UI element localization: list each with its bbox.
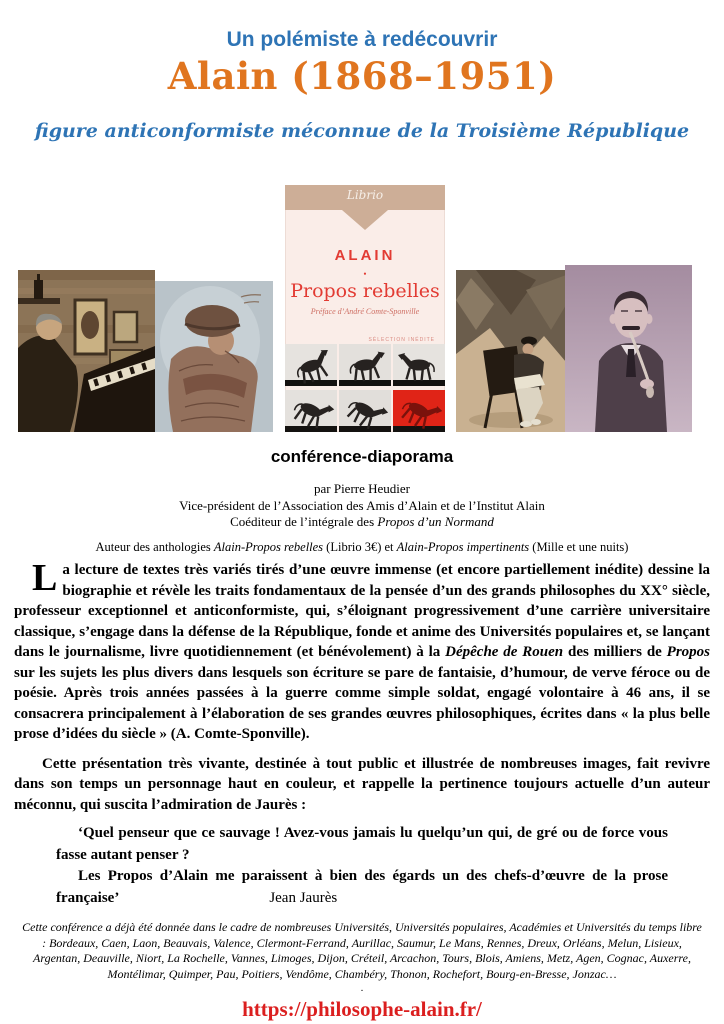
photo-alain-soldier-sketch bbox=[155, 281, 273, 432]
quote-line-1: ‘Quel penseur que ce sauvage ! Avez-vous jamais lu quelqu’un qui, de gré ou de force vous fasse autant penser ? bbox=[56, 825, 668, 863]
book-preface: Préface d’André Comte-Sponville bbox=[310, 307, 420, 316]
muybridge-frame bbox=[285, 344, 337, 386]
conference-heading: conférence-diaporama bbox=[270, 447, 454, 466]
book-cover-propos-rebelles bbox=[285, 185, 445, 432]
book-band-notch bbox=[342, 210, 388, 230]
soldier-helmet bbox=[185, 305, 239, 337]
book-separator-dot: • bbox=[363, 269, 367, 279]
book-selection-label: SÉLECTION INÉDITE bbox=[368, 337, 435, 343]
page-subtitle: figure anticonformiste méconnue de la Troisième République bbox=[34, 120, 690, 142]
quote-line-2-text: Les Propos d’Alain me paraissent à bien des égards un des chefs-d’œuvre de la prose française’ bbox=[56, 868, 668, 906]
kicker-text: Un polémiste à redécouvrir bbox=[226, 28, 498, 51]
main-paragraph-1-text: a lecture de textes très variés tirés d’une œuvre immense (et encore partiellement inédite) dessine la biographie et révèle les traits fondamentaux de la pensée d’un des grands philosophes du XX° siècle, professeur exceptionnel et anticonformiste, qui, s’éloignant progressivement d’une carrière universitaire classique, s’engage dans la défense de la République, fonde et anime des Universités populaires et, se lançant dans le journalisme, livre quotidiennement (et bénévolement) à la Dépêche de Rouen des milliers de Propos sur les sujets les plus divers dans lesquels son écriture se pare de fantaisie, d’humour, de verve féroce ou de poésie. Après trois années passées à la guerre comme simple soldat, engagé volontaire à 46 ans, il se consacrera principalement à l’élaboration de ses grandes œuvres philosophiques, écrites dans « la plus belle prose d’idées du siècle » (A. Comte-Sponville). bbox=[14, 562, 711, 742]
speaker-line: par Pierre Heudier bbox=[313, 481, 410, 496]
jaures-quote bbox=[56, 823, 668, 909]
photo-alain-easel bbox=[456, 270, 566, 432]
quote-attribution: Jean Jaurès bbox=[269, 889, 338, 906]
muybridge-frame-red bbox=[393, 390, 445, 432]
book-title: Propos rebelles bbox=[290, 280, 440, 302]
main-paragraph-2: Cette présentation très vivante, destinée à tout public et illustrée de nombreuses images, fait revivre dans son temps un personnage haut en couleur, et rappelle la pertinence toujours actuelle d’un auteur méconnu, qui suscita l’admiration de Jaurès : bbox=[14, 755, 710, 813]
muybridge-frame bbox=[339, 344, 391, 386]
site-link[interactable]: https://philosophe-alain.fr/ bbox=[242, 997, 482, 1021]
muybridge-frame bbox=[285, 390, 337, 432]
quote-line-2 bbox=[56, 866, 668, 909]
photo-alain-piano bbox=[18, 270, 155, 432]
cities-paragraph: Cette conférence a déjà été donnée dans le cadre de nombreuses Universités, Universités populaires, Académies et Universités du temps libre : Bordeaux, Caen, Laon, Beauvais, Valence, Clermont-Ferrand, Aurillac, Saumur, Le Mans, Rennes, Dreux, Orléans, Melun, Lisieux, Argentan, Deauville, Niort, La Rochelle, Vannes, Limoges, Dijon, Créteil, Arcachon, Tours, Blois, Amiens, Metz, Agen, Cognac, Auxerre, Montélimar, Quimper, Pau, Poitiers, Vendôme, Chambéry, Thonon, Rochefort, Bourg-en-Bresse, Jonzac… bbox=[22, 920, 702, 981]
book-brand-logo: Librio bbox=[346, 188, 384, 202]
book-author: ALAIN bbox=[334, 247, 396, 264]
page-title: Alain (1868–1951) bbox=[167, 54, 557, 98]
main-text bbox=[14, 557, 711, 1022]
speaker-role-2: Coéditeur de l’intégrale des Propos d’un Normand bbox=[230, 514, 494, 529]
speaker-credits bbox=[0, 481, 724, 531]
drop-cap: L bbox=[32, 557, 58, 599]
anthologies-line: Auteur des anthologies Alain-Propos rebelles (Librio 3€) et Alain-Propos impertinents (Mille et une nuits) bbox=[95, 540, 629, 554]
speaker-role-1: Vice-président de l’Association des Amis d’Alain et de l’Institut Alain bbox=[179, 497, 545, 513]
main-paragraph-1 bbox=[14, 557, 711, 745]
separator-dot: . bbox=[360, 983, 364, 994]
muybridge-frame bbox=[393, 344, 445, 386]
photo-alain-pipe-portrait bbox=[565, 265, 692, 432]
muybridge-frame bbox=[339, 390, 391, 432]
mustache bbox=[622, 326, 640, 330]
muybridge-mule-grid bbox=[285, 344, 445, 432]
